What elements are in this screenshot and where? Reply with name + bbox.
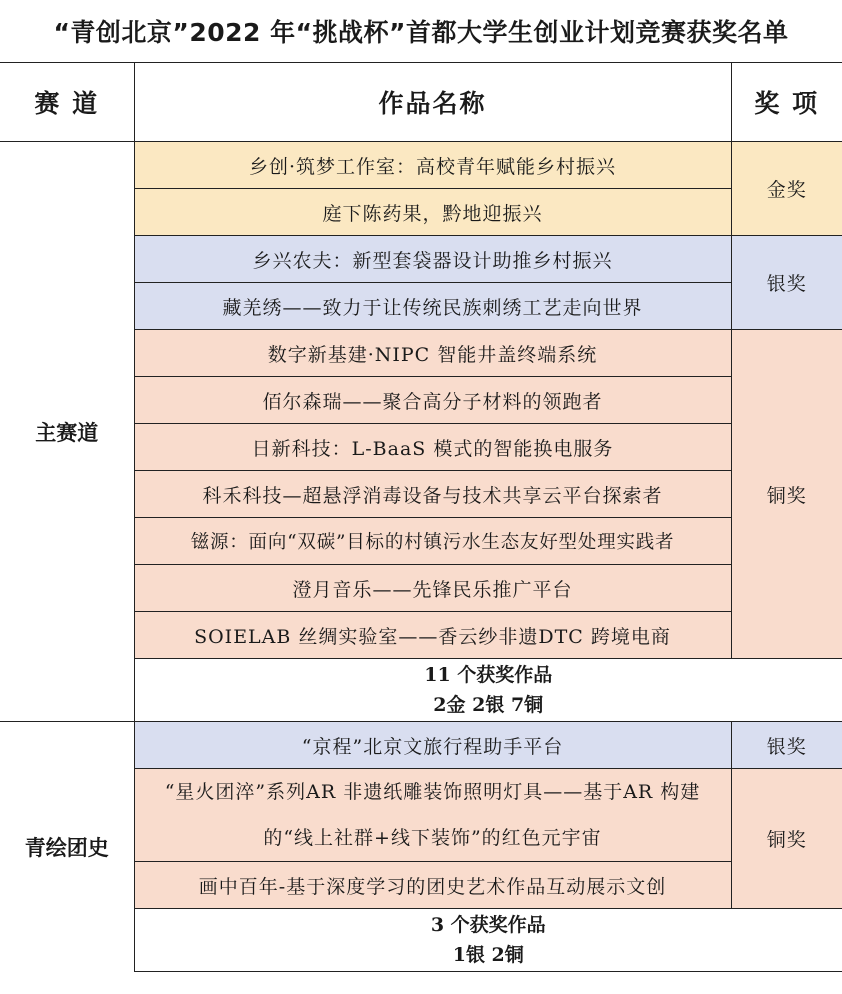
work-cell: “星火团淬”系列AR 非遗纸雕装饰照明灯具——基于AR 构建的“线上社群+线下装饰”的红色元宇宙 <box>134 769 731 862</box>
summary-count: 3 个获奖作品 <box>430 914 546 936</box>
award-bronze: 铜奖 <box>731 330 842 659</box>
table-row <box>0 142 842 189</box>
work-cell: SOIELAB 丝绸实验室——香云纱非遗DTC 跨境电商 <box>134 612 731 659</box>
work-cell: 藏羌绣——致力于让传统民族刺绣工艺走向世界 <box>134 283 731 330</box>
table-row <box>0 722 842 769</box>
work-cell: 佰尔森瑞——聚合高分子材料的领跑者 <box>134 377 731 424</box>
work-cell: 镃源：面向“双碳”目标的村镇污水生态友好型处理实践者 <box>134 518 731 565</box>
award-silver: 银奖 <box>731 236 842 330</box>
track-main: 主赛道 <box>0 142 134 722</box>
summary-count: 11 个获奖作品 <box>424 664 553 686</box>
award-gold: 金奖 <box>731 142 842 236</box>
summary-breakdown: 1银 2铜 <box>452 944 524 966</box>
work-cell: 乡兴农夫：新型套袋器设计助推乡村振兴 <box>134 236 731 283</box>
work-cell: 日新科技：L-BaaS 模式的智能换电服务 <box>134 424 731 471</box>
work-cell: 科禾科技—超悬浮消毒设备与技术共享云平台探索者 <box>134 471 731 518</box>
work-cell: “京程”北京文旅行程助手平台 <box>134 722 731 769</box>
page-title: “青创北京”2022 年“挑战杯”首都大学生创业计划竞赛获奖名单 <box>53 18 789 47</box>
work-cell: 画中百年-基于深度学习的团史艺术作品互动展示文创 <box>134 862 731 909</box>
header-track: 赛 道 <box>0 63 134 142</box>
awards-table <box>0 62 842 972</box>
award-bronze: 铜奖 <box>731 769 842 909</box>
track-history: 青绘团史 <box>0 722 134 972</box>
header-work: 作品名称 <box>134 63 731 142</box>
header-row <box>0 63 842 142</box>
award-silver: 银奖 <box>731 722 842 769</box>
summary-cell <box>134 659 842 722</box>
work-cell: 数字新基建·NIPC 智能井盖终端系统 <box>134 330 731 377</box>
work-cell: 庭下陈药果，黔地迎振兴 <box>134 189 731 236</box>
summary-cell <box>134 909 842 972</box>
summary-breakdown: 2金 2银 7铜 <box>433 694 544 716</box>
work-cell: 乡创·筑梦工作室：高校青年赋能乡村振兴 <box>134 142 731 189</box>
header-award: 奖 项 <box>731 63 842 142</box>
work-cell: 澄月音乐——先锋民乐推广平台 <box>134 565 731 612</box>
